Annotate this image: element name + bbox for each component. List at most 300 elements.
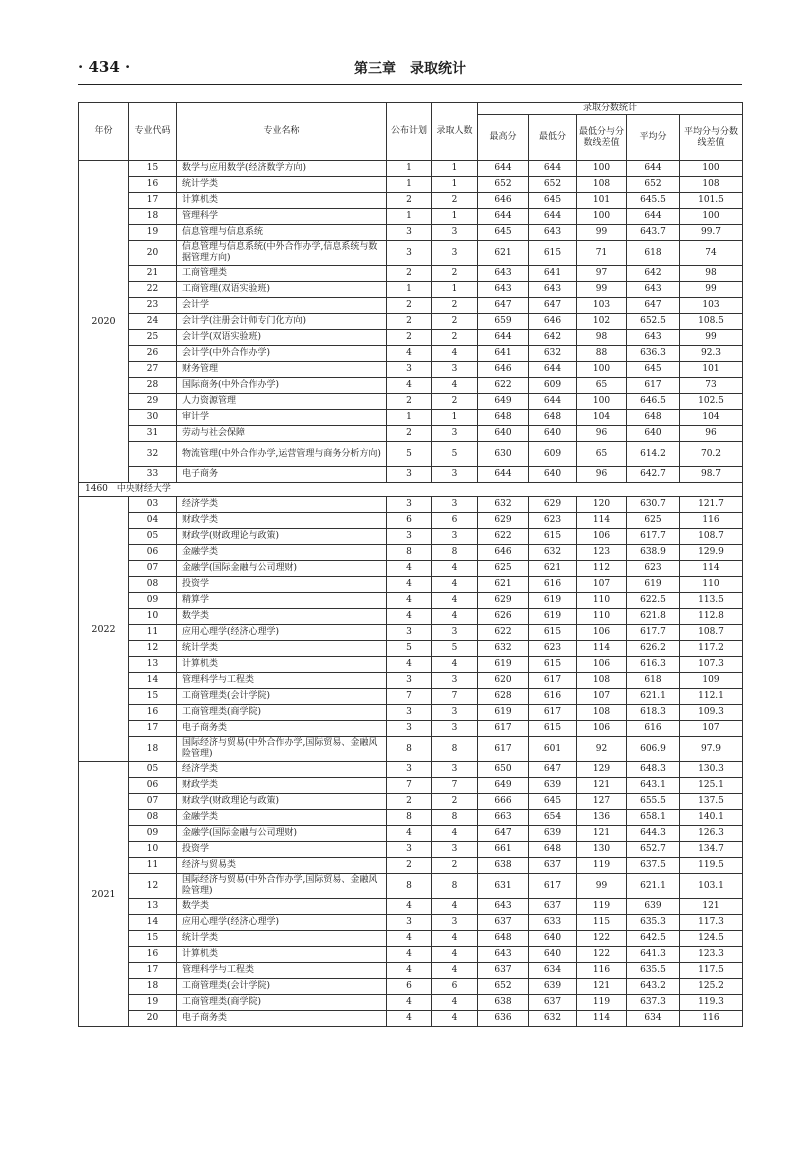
avg-cell: 652 xyxy=(627,177,680,193)
min-diff-cell: 65 xyxy=(577,442,627,467)
plan-cell: 3 xyxy=(387,497,432,513)
avg-cell: 621.8 xyxy=(627,609,680,625)
avg-cell: 647 xyxy=(627,298,680,314)
table-row xyxy=(79,177,743,193)
min-diff-cell: 99 xyxy=(577,874,627,899)
min-diff-cell: 96 xyxy=(577,467,627,483)
avg-cell: 630.7 xyxy=(627,497,680,513)
plan-cell: 3 xyxy=(387,721,432,737)
avg-diff-cell: 109 xyxy=(680,673,743,689)
min-diff-cell: 65 xyxy=(577,378,627,394)
min-cell: 632 xyxy=(529,1011,577,1027)
name-cell: 国际经济与贸易(中外合作办学,国际贸易、金融风险管理) xyxy=(177,737,387,762)
admitted-cell: 3 xyxy=(432,915,478,931)
avg-diff-cell: 123.3 xyxy=(680,947,743,963)
min-cell: 615 xyxy=(529,625,577,641)
plan-cell: 2 xyxy=(387,794,432,810)
plan-cell: 1 xyxy=(387,282,432,298)
code-cell: 17 xyxy=(129,963,177,979)
max-cell: 645 xyxy=(478,225,529,241)
table-row xyxy=(79,209,743,225)
max-cell: 622 xyxy=(478,378,529,394)
avg-diff-cell: 102.5 xyxy=(680,394,743,410)
chapter-title: 第三章 录取统计 xyxy=(354,61,466,77)
avg-diff-cell: 108.5 xyxy=(680,314,743,330)
avg-cell: 614.2 xyxy=(627,442,680,467)
min-diff-cell: 130 xyxy=(577,842,627,858)
name-cell: 计算机类 xyxy=(177,947,387,963)
admitted-cell: 4 xyxy=(432,609,478,625)
avg-diff-cell: 125.2 xyxy=(680,979,743,995)
avg-cell: 621.1 xyxy=(627,874,680,899)
max-cell: 621 xyxy=(478,241,529,266)
avg-diff-cell: 109.3 xyxy=(680,705,743,721)
avg-cell: 634 xyxy=(627,1011,680,1027)
name-cell: 精算学 xyxy=(177,593,387,609)
max-cell: 622 xyxy=(478,529,529,545)
min-cell: 640 xyxy=(529,426,577,442)
avg-diff-cell: 100 xyxy=(680,209,743,225)
name-cell: 金融学类 xyxy=(177,545,387,561)
plan-cell: 1 xyxy=(387,177,432,193)
plan-cell: 4 xyxy=(387,561,432,577)
plan-cell: 4 xyxy=(387,657,432,673)
table-row xyxy=(79,762,743,778)
min-cell: 640 xyxy=(529,947,577,963)
max-cell: 631 xyxy=(478,874,529,899)
avg-cell: 639 xyxy=(627,899,680,915)
name-cell: 工商管理类(会计学院) xyxy=(177,979,387,995)
admitted-cell: 3 xyxy=(432,225,478,241)
code-cell: 15 xyxy=(129,931,177,947)
avg-cell: 618.3 xyxy=(627,705,680,721)
name-cell: 国际经济与贸易(中外合作办学,国际贸易、金融风险管理) xyxy=(177,874,387,899)
table-row xyxy=(79,874,743,899)
plan-cell: 7 xyxy=(387,778,432,794)
plan-cell: 2 xyxy=(387,266,432,282)
table-row xyxy=(79,858,743,874)
min-diff-cell: 102 xyxy=(577,314,627,330)
name-cell: 统计学类 xyxy=(177,641,387,657)
admitted-cell: 4 xyxy=(432,931,478,947)
header-rule xyxy=(78,84,742,85)
code-cell: 28 xyxy=(129,378,177,394)
max-cell: 643 xyxy=(478,282,529,298)
avg-diff-cell: 108 xyxy=(680,177,743,193)
admitted-cell: 4 xyxy=(432,995,478,1011)
table-row xyxy=(79,497,743,513)
plan-cell: 7 xyxy=(387,689,432,705)
header-avg-diff: 平均分与分数线差值 xyxy=(680,115,743,161)
min-cell: 609 xyxy=(529,378,577,394)
avg-cell: 621.1 xyxy=(627,689,680,705)
code-cell: 18 xyxy=(129,209,177,225)
table-row xyxy=(79,1011,743,1027)
table-row xyxy=(79,410,743,426)
admitted-cell: 6 xyxy=(432,513,478,529)
admitted-cell: 5 xyxy=(432,641,478,657)
min-cell: 654 xyxy=(529,810,577,826)
min-cell: 632 xyxy=(529,545,577,561)
header-score-group: 录取分数统计 xyxy=(478,103,743,115)
avg-cell: 618 xyxy=(627,673,680,689)
max-cell: 663 xyxy=(478,810,529,826)
admitted-cell: 2 xyxy=(432,314,478,330)
name-cell: 会计学(中外合作办学) xyxy=(177,346,387,362)
min-cell: 648 xyxy=(529,410,577,426)
code-cell: 30 xyxy=(129,410,177,426)
min-diff-cell: 136 xyxy=(577,810,627,826)
table-body xyxy=(79,161,743,1027)
code-cell: 04 xyxy=(129,513,177,529)
code-cell: 03 xyxy=(129,497,177,513)
admitted-cell: 6 xyxy=(432,979,478,995)
code-cell: 07 xyxy=(129,794,177,810)
page-number: · 434 · xyxy=(78,58,131,76)
plan-cell: 3 xyxy=(387,762,432,778)
avg-diff-cell: 112.8 xyxy=(680,609,743,625)
code-cell: 20 xyxy=(129,241,177,266)
avg-diff-cell: 125.1 xyxy=(680,778,743,794)
code-cell: 16 xyxy=(129,947,177,963)
min-cell: 652 xyxy=(529,177,577,193)
plan-cell: 2 xyxy=(387,394,432,410)
table-row xyxy=(79,737,743,762)
avg-cell: 642 xyxy=(627,266,680,282)
avg-diff-cell: 70.2 xyxy=(680,442,743,467)
admitted-cell: 4 xyxy=(432,561,478,577)
admitted-cell: 1 xyxy=(432,209,478,225)
avg-cell: 616.3 xyxy=(627,657,680,673)
min-cell: 617 xyxy=(529,705,577,721)
avg-diff-cell: 108.7 xyxy=(680,529,743,545)
avg-diff-cell: 129.9 xyxy=(680,545,743,561)
code-cell: 32 xyxy=(129,442,177,467)
table-row xyxy=(79,963,743,979)
avg-cell: 617.7 xyxy=(627,529,680,545)
header-min-diff: 最低分与分数线差值 xyxy=(577,115,627,161)
plan-cell: 1 xyxy=(387,209,432,225)
avg-cell: 643 xyxy=(627,282,680,298)
avg-diff-cell: 116 xyxy=(680,1011,743,1027)
table-row xyxy=(79,931,743,947)
min-cell: 642 xyxy=(529,330,577,346)
max-cell: 638 xyxy=(478,858,529,874)
min-cell: 637 xyxy=(529,858,577,874)
name-cell: 财政学(财政理论与政策) xyxy=(177,794,387,810)
avg-diff-cell: 98 xyxy=(680,266,743,282)
min-diff-cell: 119 xyxy=(577,858,627,874)
admitted-cell: 2 xyxy=(432,298,478,314)
table-row xyxy=(79,995,743,1011)
name-cell: 电子商务类 xyxy=(177,1011,387,1027)
table-row xyxy=(79,362,743,378)
avg-cell: 641.3 xyxy=(627,947,680,963)
min-diff-cell: 98 xyxy=(577,330,627,346)
name-cell: 信息管理与信息系统 xyxy=(177,225,387,241)
header-name: 专业名称 xyxy=(177,103,387,161)
table-row xyxy=(79,561,743,577)
plan-cell: 3 xyxy=(387,673,432,689)
avg-diff-cell: 101.5 xyxy=(680,193,743,209)
avg-diff-cell: 117.5 xyxy=(680,963,743,979)
plan-cell: 8 xyxy=(387,810,432,826)
name-cell: 工商管理类 xyxy=(177,266,387,282)
table-row xyxy=(79,593,743,609)
avg-cell: 619 xyxy=(627,577,680,593)
max-cell: 652 xyxy=(478,177,529,193)
min-diff-cell: 114 xyxy=(577,1011,627,1027)
code-cell: 15 xyxy=(129,689,177,705)
min-diff-cell: 121 xyxy=(577,778,627,794)
admitted-cell: 4 xyxy=(432,826,478,842)
avg-cell: 617.7 xyxy=(627,625,680,641)
avg-diff-cell: 119.5 xyxy=(680,858,743,874)
admitted-cell: 3 xyxy=(432,362,478,378)
plan-cell: 4 xyxy=(387,378,432,394)
max-cell: 650 xyxy=(478,762,529,778)
min-cell: 648 xyxy=(529,842,577,858)
table-row xyxy=(79,529,743,545)
max-cell: 630 xyxy=(478,442,529,467)
table-row xyxy=(79,394,743,410)
max-cell: 636 xyxy=(478,1011,529,1027)
code-cell: 07 xyxy=(129,561,177,577)
avg-cell: 606.9 xyxy=(627,737,680,762)
plan-cell: 2 xyxy=(387,426,432,442)
page-header xyxy=(78,58,742,78)
name-cell: 财政学类 xyxy=(177,778,387,794)
max-cell: 617 xyxy=(478,721,529,737)
min-diff-cell: 114 xyxy=(577,513,627,529)
max-cell: 646 xyxy=(478,193,529,209)
min-diff-cell: 100 xyxy=(577,209,627,225)
min-diff-cell: 107 xyxy=(577,577,627,593)
min-cell: 623 xyxy=(529,641,577,657)
max-cell: 643 xyxy=(478,947,529,963)
name-cell: 投资学 xyxy=(177,842,387,858)
avg-cell: 635.3 xyxy=(627,915,680,931)
min-cell: 634 xyxy=(529,963,577,979)
admitted-cell: 4 xyxy=(432,346,478,362)
code-cell: 12 xyxy=(129,641,177,657)
plan-cell: 6 xyxy=(387,979,432,995)
name-cell: 统计学类 xyxy=(177,931,387,947)
name-cell: 财政学类 xyxy=(177,513,387,529)
table-row xyxy=(79,241,743,266)
plan-cell: 2 xyxy=(387,330,432,346)
admitted-cell: 3 xyxy=(432,497,478,513)
table-row xyxy=(79,161,743,177)
table-row xyxy=(79,330,743,346)
min-cell: 640 xyxy=(529,467,577,483)
min-cell: 645 xyxy=(529,794,577,810)
avg-cell: 644 xyxy=(627,209,680,225)
min-cell: 637 xyxy=(529,899,577,915)
avg-cell: 640 xyxy=(627,426,680,442)
max-cell: 638 xyxy=(478,995,529,1011)
avg-diff-cell: 99 xyxy=(680,282,743,298)
name-cell: 金融学类 xyxy=(177,810,387,826)
min-cell: 615 xyxy=(529,241,577,266)
max-cell: 646 xyxy=(478,545,529,561)
admitted-cell: 2 xyxy=(432,266,478,282)
min-diff-cell: 108 xyxy=(577,705,627,721)
name-cell: 管理科学与工程类 xyxy=(177,673,387,689)
admitted-cell: 8 xyxy=(432,737,478,762)
admitted-cell: 2 xyxy=(432,394,478,410)
name-cell: 人力资源管理 xyxy=(177,394,387,410)
avg-diff-cell: 103 xyxy=(680,298,743,314)
avg-diff-cell: 101 xyxy=(680,362,743,378)
min-diff-cell: 103 xyxy=(577,298,627,314)
plan-cell: 8 xyxy=(387,737,432,762)
table-row xyxy=(79,609,743,625)
max-cell: 646 xyxy=(478,362,529,378)
code-cell: 09 xyxy=(129,826,177,842)
admitted-cell: 2 xyxy=(432,794,478,810)
avg-cell: 648.3 xyxy=(627,762,680,778)
avg-diff-cell: 114 xyxy=(680,561,743,577)
min-cell: 633 xyxy=(529,915,577,931)
admitted-cell: 2 xyxy=(432,330,478,346)
min-cell: 639 xyxy=(529,826,577,842)
min-diff-cell: 100 xyxy=(577,161,627,177)
avg-diff-cell: 97.9 xyxy=(680,737,743,762)
min-diff-cell: 96 xyxy=(577,426,627,442)
admitted-cell: 3 xyxy=(432,721,478,737)
plan-cell: 4 xyxy=(387,995,432,1011)
max-cell: 619 xyxy=(478,705,529,721)
table-row xyxy=(79,442,743,467)
name-cell: 信息管理与信息系统(中外合作办学,信息系统与数据管理方向) xyxy=(177,241,387,266)
avg-diff-cell: 137.5 xyxy=(680,794,743,810)
table-row xyxy=(79,778,743,794)
code-cell: 08 xyxy=(129,810,177,826)
max-cell: 643 xyxy=(478,899,529,915)
name-cell: 应用心理学(经济心理学) xyxy=(177,915,387,931)
min-diff-cell: 123 xyxy=(577,545,627,561)
admitted-cell: 3 xyxy=(432,762,478,778)
avg-diff-cell: 74 xyxy=(680,241,743,266)
admitted-cell: 7 xyxy=(432,778,478,794)
header-code: 专业代码 xyxy=(129,103,177,161)
max-cell: 661 xyxy=(478,842,529,858)
plan-cell: 3 xyxy=(387,705,432,721)
min-cell: 639 xyxy=(529,979,577,995)
code-cell: 10 xyxy=(129,842,177,858)
name-cell: 数学与应用数学(经济数学方向) xyxy=(177,161,387,177)
min-diff-cell: 121 xyxy=(577,826,627,842)
code-cell: 29 xyxy=(129,394,177,410)
admitted-cell: 4 xyxy=(432,593,478,609)
plan-cell: 4 xyxy=(387,899,432,915)
avg-diff-cell: 121 xyxy=(680,899,743,915)
code-cell: 20 xyxy=(129,1011,177,1027)
avg-diff-cell: 126.3 xyxy=(680,826,743,842)
name-cell: 工商管理类(商学院) xyxy=(177,705,387,721)
code-cell: 17 xyxy=(129,193,177,209)
min-cell: 644 xyxy=(529,394,577,410)
avg-cell: 636.3 xyxy=(627,346,680,362)
plan-cell: 2 xyxy=(387,314,432,330)
min-diff-cell: 116 xyxy=(577,963,627,979)
admitted-cell: 4 xyxy=(432,899,478,915)
name-cell: 会计学(注册会计师专门化方向) xyxy=(177,314,387,330)
avg-cell: 645.5 xyxy=(627,193,680,209)
avg-cell: 658.1 xyxy=(627,810,680,826)
min-cell: 621 xyxy=(529,561,577,577)
plan-cell: 4 xyxy=(387,826,432,842)
plan-cell: 4 xyxy=(387,346,432,362)
name-cell: 计算机类 xyxy=(177,657,387,673)
avg-diff-cell: 119.3 xyxy=(680,995,743,1011)
table-row xyxy=(79,545,743,561)
max-cell: 644 xyxy=(478,161,529,177)
avg-cell: 645 xyxy=(627,362,680,378)
min-diff-cell: 127 xyxy=(577,794,627,810)
avg-diff-cell: 112.1 xyxy=(680,689,743,705)
plan-cell: 3 xyxy=(387,467,432,483)
name-cell: 管理科学 xyxy=(177,209,387,225)
header-avg: 平均分 xyxy=(627,115,680,161)
plan-cell: 3 xyxy=(387,625,432,641)
admitted-cell: 8 xyxy=(432,545,478,561)
admitted-cell: 4 xyxy=(432,577,478,593)
table-row xyxy=(79,346,743,362)
min-cell: 615 xyxy=(529,721,577,737)
avg-cell: 616 xyxy=(627,721,680,737)
min-diff-cell: 121 xyxy=(577,979,627,995)
plan-cell: 4 xyxy=(387,931,432,947)
admitted-cell: 1 xyxy=(432,161,478,177)
avg-diff-cell: 96 xyxy=(680,426,743,442)
plan-cell: 3 xyxy=(387,225,432,241)
max-cell: 649 xyxy=(478,778,529,794)
plan-cell: 2 xyxy=(387,193,432,209)
admitted-cell: 3 xyxy=(432,426,478,442)
code-cell: 19 xyxy=(129,995,177,1011)
avg-cell: 623 xyxy=(627,561,680,577)
min-cell: 623 xyxy=(529,513,577,529)
avg-diff-cell: 117.3 xyxy=(680,915,743,931)
code-cell: 16 xyxy=(129,177,177,193)
min-cell: 641 xyxy=(529,266,577,282)
plan-cell: 3 xyxy=(387,241,432,266)
admitted-cell: 3 xyxy=(432,529,478,545)
min-cell: 645 xyxy=(529,193,577,209)
name-cell: 物流管理(中外合作办学,运营管理与商务分析方向) xyxy=(177,442,387,467)
min-diff-cell: 106 xyxy=(577,657,627,673)
max-cell: 641 xyxy=(478,346,529,362)
code-cell: 11 xyxy=(129,625,177,641)
min-cell: 609 xyxy=(529,442,577,467)
name-cell: 财务管理 xyxy=(177,362,387,378)
min-diff-cell: 104 xyxy=(577,410,627,426)
table-row xyxy=(79,625,743,641)
avg-diff-cell: 98.7 xyxy=(680,467,743,483)
table-row xyxy=(79,378,743,394)
code-cell: 08 xyxy=(129,577,177,593)
plan-cell: 1 xyxy=(387,161,432,177)
avg-cell: 652.5 xyxy=(627,314,680,330)
avg-cell: 642.7 xyxy=(627,467,680,483)
max-cell: 619 xyxy=(478,657,529,673)
max-cell: 628 xyxy=(478,689,529,705)
max-cell: 626 xyxy=(478,609,529,625)
plan-cell: 4 xyxy=(387,1011,432,1027)
min-diff-cell: 100 xyxy=(577,394,627,410)
